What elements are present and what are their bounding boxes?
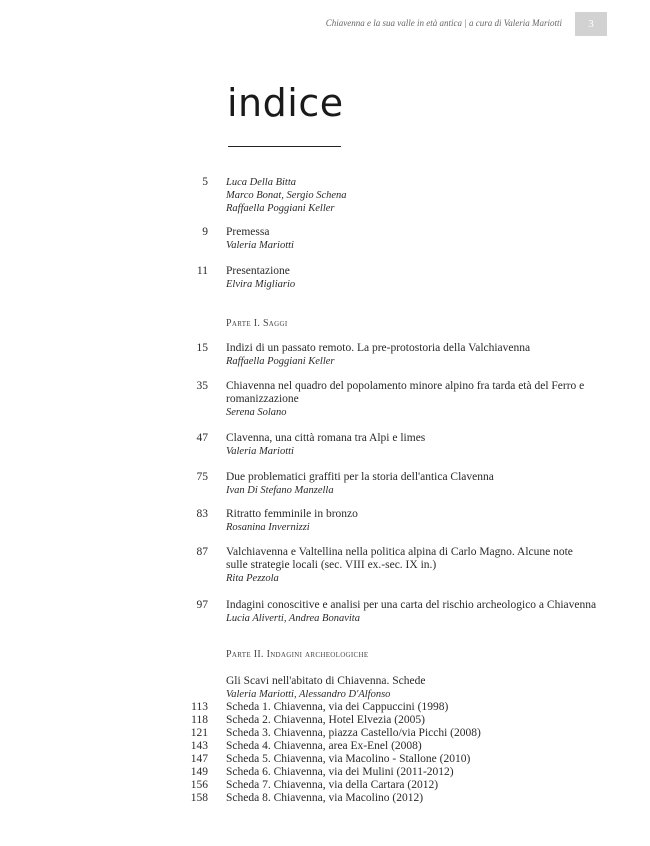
toc-page-number: 147 <box>190 753 208 765</box>
toc-author: Raffaella Poggiani Keller <box>226 203 335 214</box>
toc-page-number: 143 <box>190 740 208 752</box>
scheda-label: Scheda 4. Chiavenna, area Ex-Enel (2008) <box>226 740 422 752</box>
toc-page-number: 15 <box>196 342 208 354</box>
scheda-label: Scheda 7. Chiavenna, via della Cartara (2012) <box>226 779 439 791</box>
toc-author: Raffaella Poggiani Keller <box>226 356 335 367</box>
toc-page-number: 5 <box>202 176 208 188</box>
toc-page-number: 9 <box>202 226 208 238</box>
toc-page-number: 149 <box>190 766 208 778</box>
toc-title: Indizi di un passato remoto. La pre-protostoria della Valchiavenna <box>226 342 531 354</box>
toc-author: Valeria Mariotti, Alessandro D'Alfonso <box>226 689 391 700</box>
toc-page-number: 118 <box>191 714 208 726</box>
page-number: 3 <box>588 18 594 30</box>
scheda-label: Scheda 1. Chiavenna, via dei Cappuccini (1998) <box>226 701 449 713</box>
toc-page-number: 83 <box>196 508 208 520</box>
toc-author: Luca Della Bitta <box>226 177 296 188</box>
toc-author: Elvira Migliario <box>226 279 296 290</box>
toc-page-number: 121 <box>190 727 208 739</box>
toc-title: Ritratto femminile in bronzo <box>226 508 358 520</box>
scheda-label: Scheda 2. Chiavenna, Hotel Elvezia (2005) <box>226 714 425 726</box>
scheda-label: Scheda 5. Chiavenna, via Macolino - Stallone (2010) <box>226 753 471 765</box>
scheda-label: Scheda 3. Chiavenna, piazza Castello/via Picchi (2008) <box>226 727 481 739</box>
running-header: Chiavenna e la sua valle in età antica | a cura di Valeria Mariotti <box>325 18 562 28</box>
toc-title: Chiavenna nel quadro del popolamento minore alpino fra tarda età del Ferro e romanizzazione <box>226 380 585 405</box>
toc-title: Gli Scavi nell'abitato di Chiavenna. Schede <box>226 675 426 687</box>
toc-page-number: 158 <box>190 792 208 804</box>
toc-page-number: 11 <box>196 265 208 277</box>
page-number-box <box>575 12 607 36</box>
toc-title: Presentazione <box>226 265 290 277</box>
toc-title: Valchiavenna e Valtellina nella politica alpina di Carlo Magno. Alcune note sulle strategie locali (sec. VIII ex.-sec. IX in.) <box>226 546 573 571</box>
toc-title: Premessa <box>226 226 270 238</box>
toc-title: Due problematici graffiti per la storia dell'antica Clavenna <box>226 471 494 483</box>
title-underline <box>228 146 341 147</box>
toc-author: Valeria Mariotti <box>226 446 294 457</box>
toc-author: Serena Solano <box>226 407 287 418</box>
toc-page-number: 35 <box>196 380 208 392</box>
toc-author: Rita Pezzola <box>226 573 279 584</box>
toc-page-number: 97 <box>196 599 208 611</box>
toc-author: Valeria Mariotti <box>226 240 294 251</box>
toc-title: Clavenna, una città romana tra Alpi e limes <box>226 432 426 444</box>
toc-author: Lucia Aliverti, Andrea Bonavita <box>226 613 360 624</box>
toc-author: Marco Bonat, Sergio Schena <box>226 190 347 201</box>
toc-author: Ivan Di Stefano Manzella <box>226 485 334 496</box>
toc-author: Rosanina Invernizzi <box>226 522 310 533</box>
toc-page-number: 156 <box>190 779 208 791</box>
section-heading: Parte I. Saggi <box>226 318 288 329</box>
toc-title: Indagini conoscitive e analisi per una carta del rischio archeologico a Chiavenna <box>226 599 597 611</box>
scheda-label: Scheda 8. Chiavenna, via Macolino (2012) <box>226 792 424 804</box>
scheda-label: Scheda 6. Chiavenna, via dei Mulini (2011-2012) <box>226 766 454 778</box>
toc-page-number: 75 <box>196 471 208 483</box>
toc-page-number: 113 <box>191 701 208 713</box>
toc-page-number: 47 <box>196 432 208 444</box>
page-title: indice <box>227 81 344 125</box>
section-heading: Parte II. Indagini archeologiche <box>226 649 369 660</box>
toc-page-number: 87 <box>196 546 208 558</box>
